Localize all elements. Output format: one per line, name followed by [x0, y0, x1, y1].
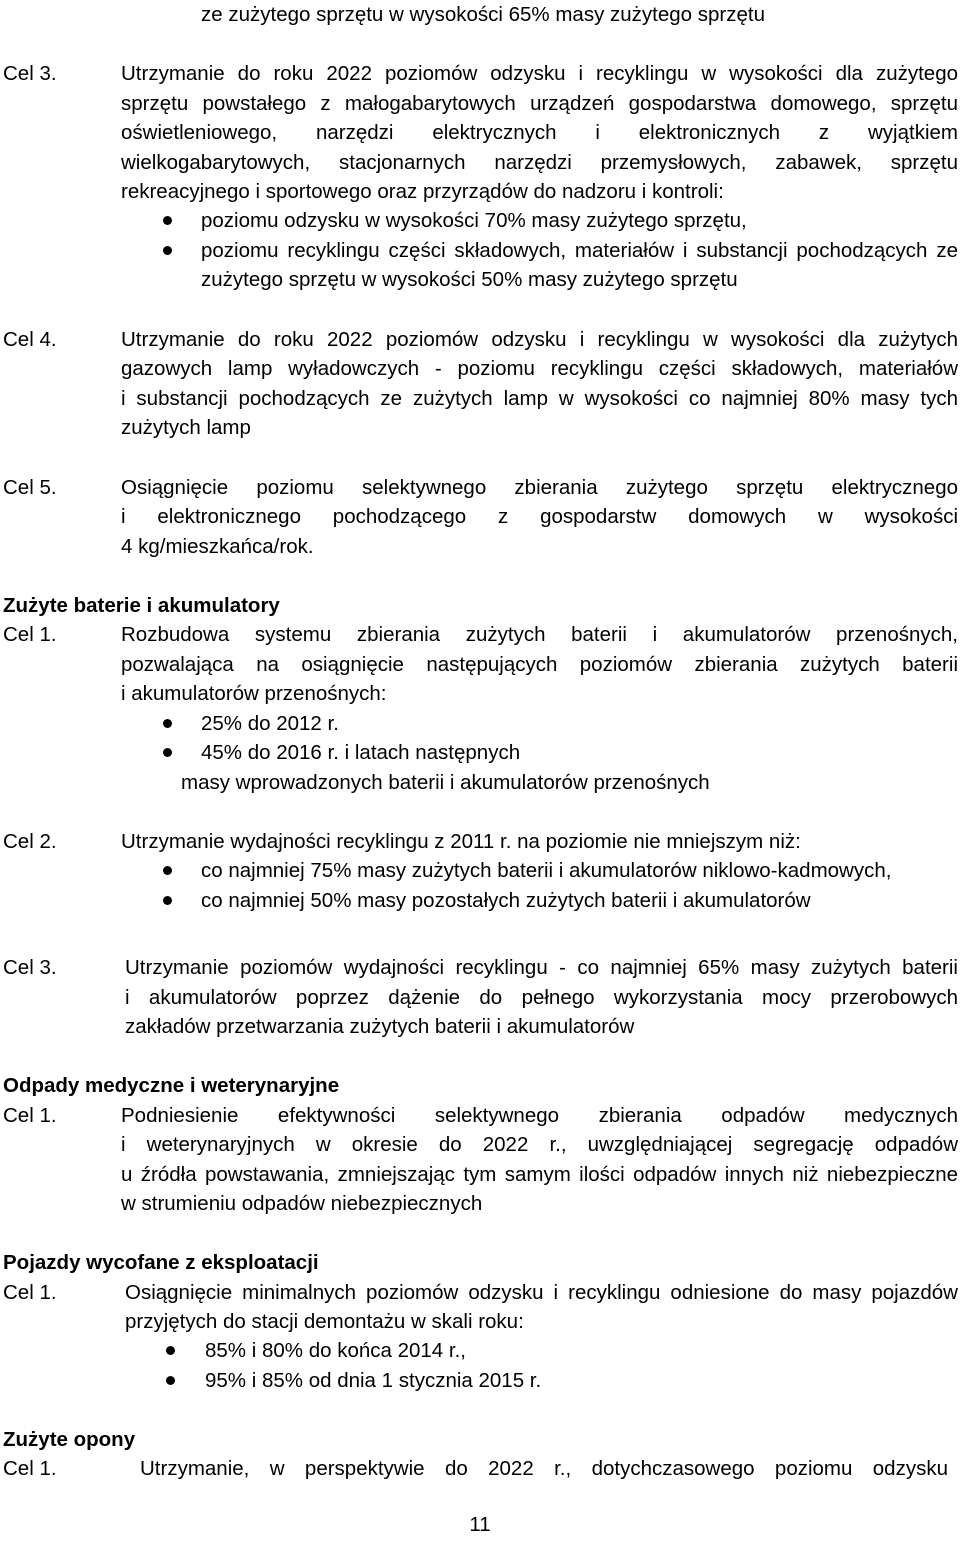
goal-text-line: pozwalająca na osiągnięcie następujących poziomów zbierania zużytych baterii — [121, 653, 958, 676]
bullet-icon — [163, 896, 172, 905]
section-heading: Zużyte baterie i akumulatory — [3, 594, 280, 617]
section-heading: Zużyte opony — [3, 1428, 136, 1451]
bullet-text: 25% do 2012 r. — [201, 712, 339, 735]
goal-text-line: i weterynaryjnych w okresie do 2022 r., uwzględniającej segregację odpadów — [121, 1133, 958, 1156]
goal-text-line: i elektronicznego pochodzącego z gospodarstw domowych w wysokości — [121, 505, 958, 528]
goal-text-line: przyjętych do stacji demontażu w skali roku: — [125, 1310, 524, 1333]
bullet-text: 45% do 2016 r. i latach następnych — [201, 741, 521, 764]
goal-text-line: zakładów przetwarzania zużytych baterii i akumulatorów — [125, 1015, 635, 1038]
goal-text-line: Rozbudowa systemu zbierania zużytych baterii i akumulatorów przenośnych, — [121, 623, 958, 646]
goal-text-line: i akumulatorów przenośnych: — [121, 682, 387, 705]
goal-text-line: Podniesienie efektywności selektywnego zbierania odpadów medycznych — [121, 1104, 958, 1127]
goal-text-line: wielkogabarytowych, stacjonarnych narzędzi przemysłowych, zabawek, sprzętu — [121, 151, 958, 174]
bullet-icon — [163, 216, 172, 225]
goal-text-line: 4 kg/mieszkańca/rok. — [121, 535, 314, 558]
continued-text: ze zużytego sprzętu w wysokości 65% masy zużytego sprzętu — [201, 3, 765, 26]
goal-label: Cel 4. — [3, 328, 57, 351]
note-text: masy wprowadzonych baterii i akumulatorów przenośnych — [181, 771, 710, 794]
bullet-icon — [163, 246, 172, 255]
bullet-icon — [166, 1346, 175, 1355]
goal-text-line: Utrzymanie, w perspektywie do 2022 r., dotychczasowego poziomu odzysku — [140, 1457, 948, 1480]
goal-label: Cel 3. — [3, 956, 57, 979]
goal-text-line: oświetleniowego, narzędzi elektrycznych i elektronicznych z wyjątkiem — [121, 121, 958, 144]
bullet-text: co najmniej 75% masy zużytych baterii i akumulatorów niklowo-kadmowych, — [201, 859, 892, 882]
goal-text-line: Utrzymanie wydajności recyklingu z 2011 r. na poziomie nie mniejszym niż: — [121, 830, 801, 853]
goal-label: Cel 1. — [3, 1281, 57, 1304]
bullet-text: poziomu odzysku w wysokości 70% masy zużytego sprzętu, — [201, 209, 747, 232]
bullet-text: 85% i 80% do końca 2014 r., — [205, 1339, 466, 1362]
goal-text-line: w strumieniu odpadów niebezpiecznych — [121, 1192, 483, 1215]
goal-label: Cel 5. — [3, 476, 57, 499]
goal-label: Cel 2. — [3, 830, 57, 853]
goal-label: Cel 1. — [3, 623, 57, 646]
bullet-icon — [166, 1376, 175, 1385]
goal-text-line: Osiągnięcie minimalnych poziomów odzysku i recyklingu odniesione do masy pojazdów — [125, 1281, 958, 1304]
goal-text-line: gazowych lamp wyładowczych - poziomu recyklingu części składowych, materiałów — [121, 357, 958, 380]
goal-text-line: rekreacyjnego i sportowego oraz przyrządów do nadzoru i kontroli: — [121, 180, 724, 203]
section-heading: Pojazdy wycofane z eksploatacji — [3, 1251, 319, 1274]
section-heading: Odpady medyczne i weterynaryjne — [3, 1074, 340, 1097]
goal-text-line: u źródła powstawania, zmniejszając tym samym ilości odpadów innych niż niebezpieczne — [121, 1163, 958, 1186]
bullet-text: co najmniej 50% masy pozostałych zużytych baterii i akumulatorów — [201, 889, 811, 912]
goal-text-line: i akumulatorów poprzez dążenie do pełnego wykorzystania mocy przerobowych — [125, 986, 958, 1009]
goal-text-line: Utrzymanie do roku 2022 poziomów odzysku i recyklingu w wysokości dla zużytych — [121, 328, 958, 351]
goal-text-line: zużytych lamp — [121, 416, 251, 439]
goal-label: Cel 3. — [3, 62, 57, 85]
bullet-icon — [163, 748, 172, 757]
goal-text-line: Utrzymanie do roku 2022 poziomów odzysku i recyklingu w wysokości dla zużytego — [121, 62, 958, 85]
bullet-icon — [163, 719, 172, 728]
goal-label: Cel 1. — [3, 1104, 57, 1127]
goal-text-line: Utrzymanie poziomów wydajności recyklingu - co najmniej 65% masy zużytych baterii — [125, 956, 958, 979]
goal-text-line: Osiągnięcie poziomu selektywnego zbierania zużytego sprzętu elektrycznego — [121, 476, 958, 499]
goal-text-line: i substancji pochodzących ze zużytych lamp w wysokości co najmniej 80% masy tych — [121, 387, 958, 410]
bullet-text: 95% i 85% od dnia 1 stycznia 2015 r. — [205, 1369, 542, 1392]
goal-label: Cel 1. — [3, 1457, 57, 1480]
bullet-icon — [163, 866, 172, 875]
bullet-text-continued: zużytego sprzętu w wysokości 50% masy zużytego sprzętu — [201, 268, 738, 291]
page-number: 11 — [469, 1513, 491, 1536]
goal-text-line: sprzętu powstałego z małogabarytowych urządzeń gospodarstwa domowego, sprzętu — [121, 92, 958, 115]
bullet-text: poziomu recyklingu części składowych, materiałów i substancji pochodzących ze — [201, 239, 958, 262]
